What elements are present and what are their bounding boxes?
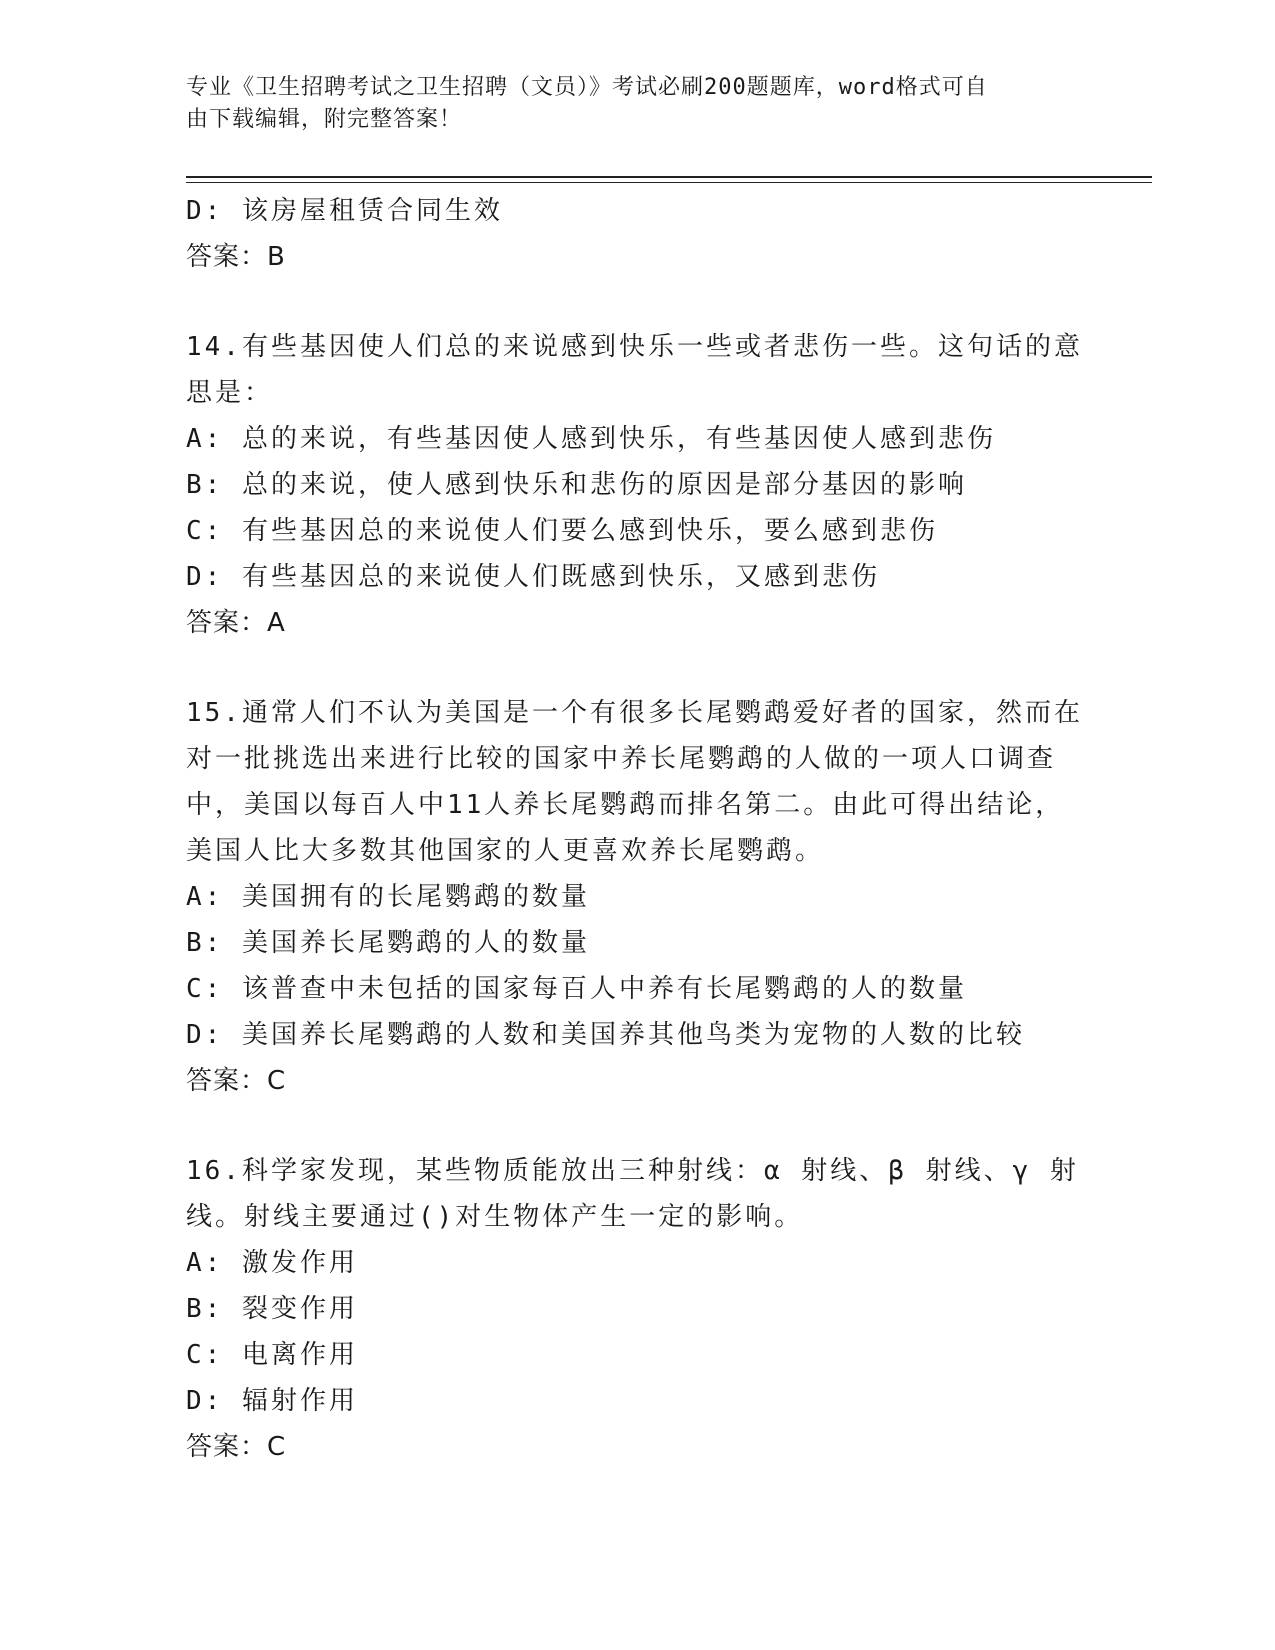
option-b: B: 裂变作用 — [186, 1294, 358, 1324]
header-divider-thin — [186, 182, 1152, 183]
option-d: D: 辐射作用 — [186, 1386, 358, 1416]
question-stem-line: 中，美国以每百人中11人养长尾鹦鹉而排名第二。由此可得出结论， — [186, 790, 1065, 820]
question-14 — [186, 324, 1083, 646]
question-stem-line: 14.有些基因使人们总的来说感到快乐一些或者悲伤一些。这句话的意 — [186, 332, 1083, 362]
option-a: A: 总的来说，有些基因使人感到快乐，有些基因使人感到悲伤 — [186, 424, 996, 454]
document-header — [186, 72, 1066, 136]
option-a: A: 美国拥有的长尾鹦鹉的数量 — [186, 882, 590, 912]
question-stem-line: 思是： — [186, 378, 274, 408]
option-d: D: 有些基因总的来说使人们既感到快乐，又感到悲伤 — [186, 562, 880, 592]
question-15 — [186, 690, 1083, 1104]
question-stem-line: 15.通常人们不认为美国是一个有很多长尾鹦鹉爱好者的国家，然而在 — [186, 698, 1083, 728]
option-b: B: 总的来说，使人感到快乐和悲伤的原因是部分基因的影响 — [186, 470, 967, 500]
option-b: B: 美国养长尾鹦鹉的人的数量 — [186, 928, 590, 958]
question-16 — [186, 1148, 1079, 1470]
question-stem-line: 16.科学家发现，某些物质能放出三种射线：α 射线、β 射线、γ 射 — [186, 1156, 1079, 1186]
option-d: D: 该房屋租赁合同生效 — [186, 196, 503, 226]
answer-line: 答案：B — [186, 242, 286, 272]
header-title-line-1: 专业《卫生招聘考试之卫生招聘（文员）》考试必刷200题题库，word格式可自 — [186, 75, 988, 100]
option-a: A: 激发作用 — [186, 1248, 358, 1278]
answer-line: 答案：C — [186, 1432, 287, 1462]
answer-line: 答案：A — [186, 608, 286, 638]
document-body — [186, 188, 1083, 1470]
question-stem-line: 对一批挑选出来进行比较的国家中养长尾鹦鹉的人做的一项人口调查 — [186, 744, 1057, 774]
option-c: C: 该普查中未包括的国家每百人中养有长尾鹦鹉的人的数量 — [186, 974, 967, 1004]
option-d: D: 美国养长尾鹦鹉的人数和美国养其他鸟类为宠物的人数的比较 — [186, 1020, 1025, 1050]
option-c: C: 电离作用 — [186, 1340, 358, 1370]
continued-question — [186, 188, 1066, 280]
option-c: C: 有些基因总的来说使人们要么感到快乐，要么感到悲伤 — [186, 516, 938, 546]
question-stem-line: 美国人比大多数其他国家的人更喜欢养长尾鹦鹉。 — [186, 836, 825, 866]
answer-line: 答案：C — [186, 1066, 287, 1096]
header-title-line-2: 由下载编辑，附完整答案！ — [186, 107, 463, 132]
header-divider-thick — [186, 176, 1152, 178]
question-stem-line: 线。射线主要通过()对生物体产生一定的影响。 — [186, 1202, 804, 1232]
